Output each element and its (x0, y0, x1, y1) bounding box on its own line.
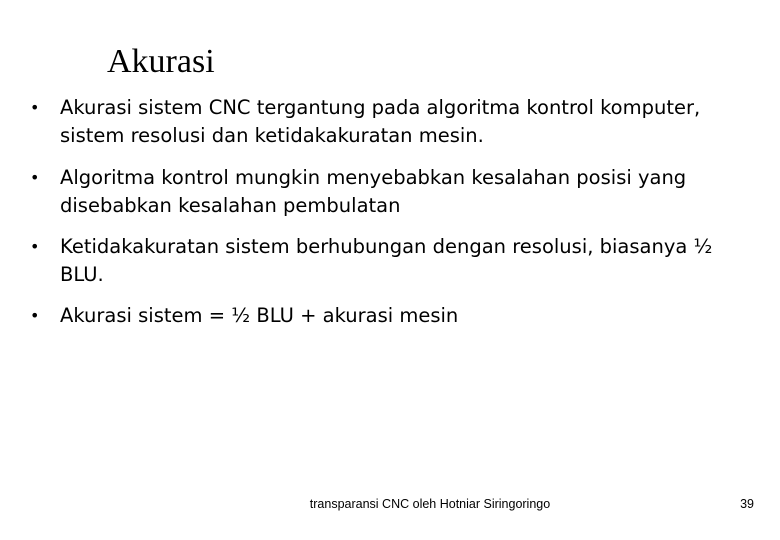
bullet-text: Algoritma kontrol mungkin menyebabkan kesalahan posisi yang disebabkan kesalahan pembulatan (60, 166, 687, 217)
bullet-dot-icon: • (30, 168, 40, 187)
bullet-item (30, 94, 760, 150)
bullet-text: Akurasi sistem CNC tergantung pada algoritma kontrol komputer, sistem resolusi dan ketidakakuratan mesin. (60, 96, 701, 147)
bullet-dot-icon: • (30, 98, 40, 117)
bullet-item (30, 233, 760, 289)
page-number: 39 (740, 497, 754, 511)
bullet-text: Akurasi sistem = ½ BLU + akurasi mesin (60, 304, 459, 327)
bullet-text: Ketidakakuratan sistem berhubungan dengan resolusi, biasanya ½ BLU. (60, 235, 713, 286)
bullet-dot-icon: • (30, 306, 40, 325)
slide-title: Akurasi (107, 43, 215, 80)
bullet-list (30, 94, 760, 330)
slide-footer: transparansi CNC oleh Hotniar Siringoringo (309, 497, 551, 511)
bullet-dot-icon: • (30, 237, 40, 256)
bullet-item (30, 164, 760, 220)
bullet-item (30, 302, 760, 330)
